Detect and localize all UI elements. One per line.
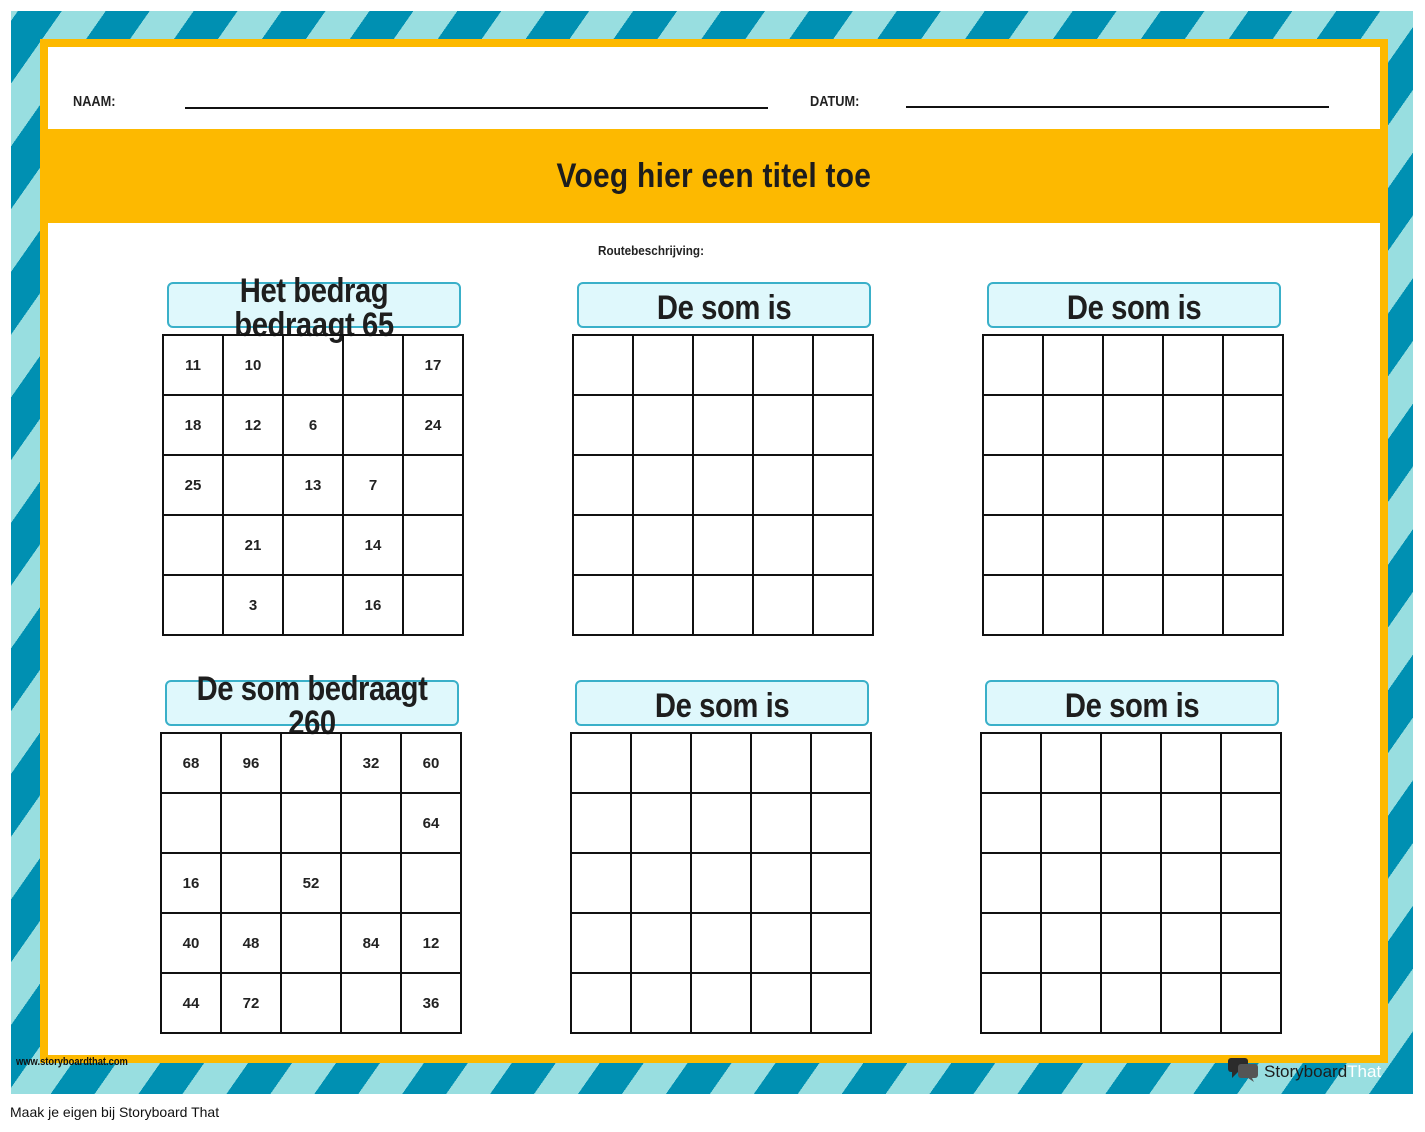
grid-cell[interactable] (1042, 974, 1102, 1034)
worksheet (40, 39, 1388, 1063)
card-label: De som is (1066, 289, 1202, 327)
grid-cell[interactable]: 18 (164, 396, 224, 456)
grid-cell[interactable]: 12 (224, 396, 284, 456)
card-label-text[interactable] (160, 670, 464, 742)
grid-cell[interactable]: 16 (162, 854, 222, 914)
grid-cell[interactable]: 84 (342, 914, 402, 974)
grid-cell[interactable] (982, 914, 1042, 974)
grid-cell[interactable] (572, 974, 632, 1034)
grid-cell[interactable]: 36 (402, 974, 462, 1034)
grid-cell[interactable]: 14 (344, 516, 404, 576)
grid-cell[interactable] (984, 516, 1044, 576)
grid-cell[interactable]: 6 (284, 396, 344, 456)
grid-cell[interactable] (1224, 336, 1284, 396)
title-band (48, 129, 1380, 223)
grid-cell[interactable] (1224, 456, 1284, 516)
magic-square-card-4 (160, 670, 464, 1036)
watermark-url: www.storyboardthat.com (16, 1056, 128, 1068)
grid-cell[interactable] (694, 516, 754, 576)
grid-cell[interactable] (1222, 974, 1282, 1034)
grid-cell[interactable]: 7 (344, 456, 404, 516)
grid-cell[interactable] (1104, 336, 1164, 396)
grid-cell[interactable]: 10 (224, 336, 284, 396)
grid-cell[interactable] (284, 516, 344, 576)
grid-cell[interactable] (984, 576, 1044, 636)
grid-cell[interactable] (1164, 396, 1224, 456)
grid-cell[interactable]: 13 (284, 456, 344, 516)
grid-cell[interactable] (1042, 854, 1102, 914)
grid-cell[interactable] (574, 336, 634, 396)
name-line[interactable] (185, 107, 768, 109)
date-line[interactable] (906, 106, 1329, 108)
grid-cell[interactable] (284, 336, 344, 396)
grid-cell[interactable] (1102, 974, 1162, 1034)
grid-cell[interactable] (1162, 794, 1222, 854)
grid-cell[interactable] (342, 974, 402, 1034)
grid-cell[interactable] (1042, 794, 1102, 854)
grid-cell[interactable] (222, 854, 282, 914)
grid-cell[interactable] (754, 516, 814, 576)
grid-cell[interactable] (634, 396, 694, 456)
storyboardthat-logo (1226, 1056, 1381, 1087)
grid-cell[interactable] (342, 794, 402, 854)
grid-cell[interactable] (1044, 396, 1104, 456)
grid-cell[interactable] (1162, 914, 1222, 974)
grid-cell[interactable] (814, 336, 874, 396)
logo-dark-text: Storyboard (1264, 1061, 1348, 1081)
card-label: De som is (654, 687, 790, 725)
grid-cell[interactable] (632, 974, 692, 1034)
card-label: De som is (1064, 687, 1200, 725)
grid-cell[interactable] (752, 974, 812, 1034)
grid-cell[interactable] (344, 396, 404, 456)
grid-cell[interactable] (574, 516, 634, 576)
grid-cell[interactable] (694, 576, 754, 636)
speech-bubbles-icon (1226, 1056, 1260, 1087)
magic-square-grid (160, 732, 462, 1034)
grid-cell[interactable] (572, 794, 632, 854)
grid-cell[interactable] (342, 854, 402, 914)
grid-cell[interactable]: 48 (222, 914, 282, 974)
logo-wordmark (1264, 1062, 1381, 1082)
grid-cell[interactable] (632, 914, 692, 974)
grid-cell[interactable]: 96 (222, 734, 282, 794)
grid-cell[interactable] (1224, 396, 1284, 456)
grid-cell[interactable] (1104, 456, 1164, 516)
grid-cell[interactable]: 72 (222, 974, 282, 1034)
grid-cell[interactable] (692, 854, 752, 914)
grid-cell[interactable] (1044, 576, 1104, 636)
footer-text[interactable]: Maak je eigen bij Storyboard That (10, 1104, 220, 1120)
grid-cell[interactable] (812, 854, 872, 914)
magic-square-grid (572, 334, 874, 636)
grid-cell[interactable] (694, 336, 754, 396)
grid-cell[interactable] (634, 456, 694, 516)
grid-cell[interactable] (572, 914, 632, 974)
grid-cell[interactable] (982, 734, 1042, 794)
grid-cell[interactable] (1104, 396, 1164, 456)
date-label: DATUM: (810, 93, 860, 110)
logo-light-text: That (1347, 1061, 1382, 1081)
grid-cell[interactable] (1162, 974, 1222, 1034)
grid-cell[interactable] (282, 734, 342, 794)
grid-cell[interactable] (1162, 854, 1222, 914)
grid-cell[interactable] (1222, 794, 1282, 854)
grid-cell[interactable] (984, 336, 1044, 396)
grid-cell[interactable] (634, 576, 694, 636)
grid-cell[interactable] (632, 734, 692, 794)
grid-cell[interactable] (574, 396, 634, 456)
grid-cell[interactable] (752, 914, 812, 974)
grid-cell[interactable] (692, 914, 752, 974)
grid-cell[interactable] (812, 914, 872, 974)
grid-cell[interactable] (1102, 734, 1162, 794)
grid-cell[interactable] (752, 854, 812, 914)
card-label-text[interactable] (570, 676, 874, 736)
grid-cell[interactable] (754, 336, 814, 396)
grid-cell[interactable] (1224, 576, 1284, 636)
grid-cell[interactable] (1224, 516, 1284, 576)
grid-cell[interactable] (164, 516, 224, 576)
grid-cell[interactable] (814, 456, 874, 516)
name-label: NAAM: (73, 93, 116, 110)
grid-cell[interactable] (1102, 794, 1162, 854)
grid-cell[interactable] (164, 576, 224, 636)
grid-cell[interactable] (1042, 734, 1102, 794)
grid-cell[interactable] (694, 456, 754, 516)
grid-cell[interactable] (1102, 914, 1162, 974)
grid-cell[interactable] (222, 794, 282, 854)
grid-cell[interactable] (634, 516, 694, 576)
card-label-text[interactable] (980, 676, 1284, 736)
grid-cell[interactable] (344, 336, 404, 396)
card-label-text[interactable] (572, 278, 876, 338)
grid-cell[interactable] (1164, 456, 1224, 516)
magic-square-card-5 (570, 680, 874, 1036)
grid-cell[interactable] (812, 794, 872, 854)
magic-square-card-3 (982, 282, 1286, 638)
grid-cell[interactable] (632, 794, 692, 854)
grid-cell[interactable] (1102, 854, 1162, 914)
directions-label: Routebeschrijving: (598, 243, 704, 258)
grid-cell[interactable] (574, 456, 634, 516)
card-label-text[interactable] (982, 278, 1286, 338)
grid-cell[interactable] (404, 456, 464, 516)
grid-cell[interactable] (982, 854, 1042, 914)
grid-cell[interactable] (692, 794, 752, 854)
grid-cell[interactable] (1104, 576, 1164, 636)
grid-cell[interactable] (162, 794, 222, 854)
grid-cell[interactable] (634, 336, 694, 396)
magic-square-card-1 (162, 272, 466, 638)
grid-cell[interactable] (814, 396, 874, 456)
grid-cell[interactable] (694, 396, 754, 456)
grid-cell[interactable] (284, 576, 344, 636)
grid-cell[interactable]: 32 (342, 734, 402, 794)
magic-square-card-6 (980, 680, 1284, 1036)
grid-cell[interactable]: 68 (162, 734, 222, 794)
grid-cell[interactable] (814, 576, 874, 636)
card-label-text[interactable] (162, 272, 466, 344)
grid-cell[interactable] (1042, 914, 1102, 974)
grid-cell[interactable] (402, 854, 462, 914)
grid-cell[interactable]: 40 (162, 914, 222, 974)
grid-cell[interactable]: 24 (404, 396, 464, 456)
grid-cell[interactable] (692, 974, 752, 1034)
card-label: De som bedraagt 260 (196, 670, 428, 742)
grid-cell[interactable]: 21 (224, 516, 284, 576)
grid-cell[interactable] (1164, 336, 1224, 396)
grid-cell[interactable] (812, 734, 872, 794)
grid-cell[interactable] (224, 456, 284, 516)
grid-cell[interactable] (1164, 516, 1224, 576)
worksheet-title[interactable]: Voeg hier een titel toe (556, 156, 872, 195)
grid-cell[interactable] (574, 576, 634, 636)
grid-cell[interactable] (1044, 456, 1104, 516)
grid-cell[interactable] (1222, 854, 1282, 914)
grid-cell[interactable]: 11 (164, 336, 224, 396)
grid-cell[interactable] (572, 734, 632, 794)
grid-cell[interactable] (754, 396, 814, 456)
grid-cell[interactable] (814, 516, 874, 576)
grid-cell[interactable]: 60 (402, 734, 462, 794)
grid-cell[interactable] (632, 854, 692, 914)
grid-cell[interactable] (1104, 516, 1164, 576)
card-label: Het bedrag bedraagt 65 (234, 272, 394, 344)
magic-square-grid (982, 334, 1284, 636)
magic-square-grid (570, 732, 872, 1034)
grid-cell[interactable] (984, 456, 1044, 516)
magic-square-card-2 (572, 282, 876, 638)
grid-cell[interactable] (754, 456, 814, 516)
grid-cell[interactable] (984, 396, 1044, 456)
grid-cell[interactable] (752, 734, 812, 794)
grid-cell[interactable] (282, 974, 342, 1034)
grid-cell[interactable] (812, 974, 872, 1034)
grid-cell[interactable] (404, 576, 464, 636)
grid-cell[interactable] (572, 854, 632, 914)
card-label: De som is (656, 289, 792, 327)
grid-cell[interactable]: 52 (282, 854, 342, 914)
grid-cell[interactable] (1044, 516, 1104, 576)
grid-cell[interactable] (1222, 914, 1282, 974)
grid-cell[interactable]: 44 (162, 974, 222, 1034)
grid-cell[interactable] (282, 794, 342, 854)
grid-cell[interactable]: 16 (344, 576, 404, 636)
grid-cell[interactable] (692, 734, 752, 794)
grid-cell[interactable]: 64 (402, 794, 462, 854)
grid-cell[interactable] (982, 794, 1042, 854)
grid-cell[interactable] (1044, 336, 1104, 396)
grid-cell[interactable] (752, 794, 812, 854)
grid-cell[interactable]: 17 (404, 336, 464, 396)
grid-cell[interactable]: 3 (224, 576, 284, 636)
grid-cell[interactable] (1164, 576, 1224, 636)
grid-cell[interactable] (1222, 734, 1282, 794)
grid-cell[interactable] (982, 974, 1042, 1034)
grid-cell[interactable] (282, 914, 342, 974)
magic-square-grid (980, 732, 1282, 1034)
grid-cell[interactable]: 12 (402, 914, 462, 974)
grid-cell[interactable] (1162, 734, 1222, 794)
grid-cell[interactable] (754, 576, 814, 636)
grid-cell[interactable] (404, 516, 464, 576)
grid-cell[interactable]: 25 (164, 456, 224, 516)
magic-square-grid (162, 334, 464, 636)
